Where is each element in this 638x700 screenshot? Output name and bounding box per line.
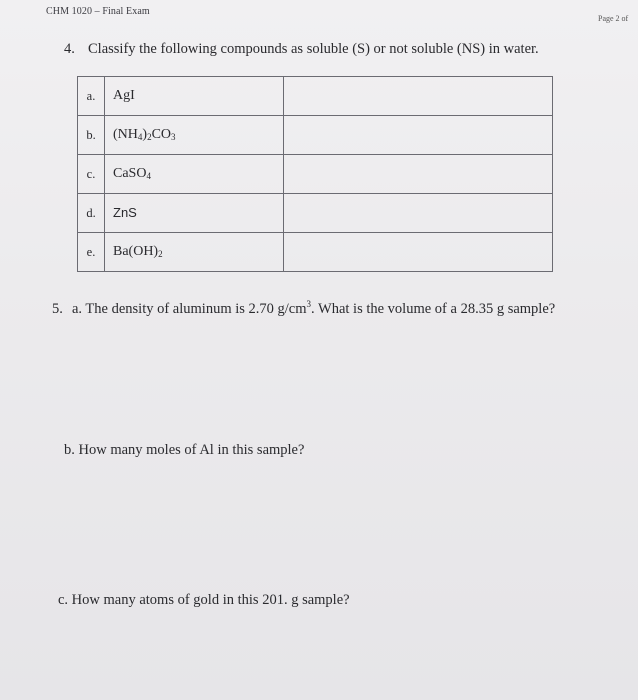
question-5b: b. How many moles of Al in this sample? bbox=[64, 442, 305, 458]
cube-exponent: 3 bbox=[306, 299, 312, 309]
question-4 bbox=[64, 41, 539, 58]
question-5a-text: a. The density of aluminum is 2.70 g/cm bbox=[72, 300, 307, 317]
question-4-text: Classify the following compounds as soluble (S) or not soluble (NS) in water. bbox=[88, 41, 539, 57]
row-formula bbox=[105, 77, 284, 116]
answer-cell[interactable] bbox=[284, 233, 553, 272]
row-letter: b. bbox=[78, 116, 105, 155]
row-letter: e. bbox=[78, 233, 105, 272]
row-formula bbox=[105, 155, 284, 194]
row-letter: d. bbox=[78, 194, 105, 233]
row-formula bbox=[105, 194, 284, 233]
table-row bbox=[78, 155, 553, 194]
row-letter: c. bbox=[78, 155, 105, 194]
question-5a bbox=[52, 299, 555, 318]
formula-calcium-sulfate: CaSO$_4$ bbox=[113, 166, 151, 181]
table-row bbox=[78, 194, 553, 233]
page-number: Page 2 of bbox=[598, 14, 629, 23]
table-row bbox=[78, 233, 553, 272]
question-5-number: 5. bbox=[52, 300, 63, 317]
answer-cell[interactable] bbox=[284, 77, 553, 116]
question-4-number: 4. bbox=[64, 41, 75, 57]
table-row bbox=[78, 116, 553, 155]
table-row bbox=[78, 77, 553, 116]
formula-ammonium-carbonate: $(NH_4)_2CO_3$ bbox=[113, 127, 176, 142]
answer-cell[interactable] bbox=[284, 116, 553, 155]
answer-cell[interactable] bbox=[284, 155, 553, 194]
exam-header: CHM 1020 – Final Exam bbox=[46, 6, 150, 17]
solubility-table bbox=[77, 76, 553, 272]
formula-zns: ZnS bbox=[113, 204, 137, 220]
row-letter: a. bbox=[78, 77, 105, 116]
question-5c: c. How many atoms of gold in this 201. g sample? bbox=[58, 592, 350, 608]
question-5a-text-end: . What is the volume of a 28.35 g sample? bbox=[311, 300, 556, 317]
row-formula bbox=[105, 116, 284, 155]
answer-cell[interactable] bbox=[284, 194, 553, 233]
row-formula bbox=[105, 233, 284, 272]
formula-barium-hydroxide: $Ba(OH)_2$ bbox=[113, 244, 163, 259]
formula-agi: AgI bbox=[113, 88, 135, 103]
